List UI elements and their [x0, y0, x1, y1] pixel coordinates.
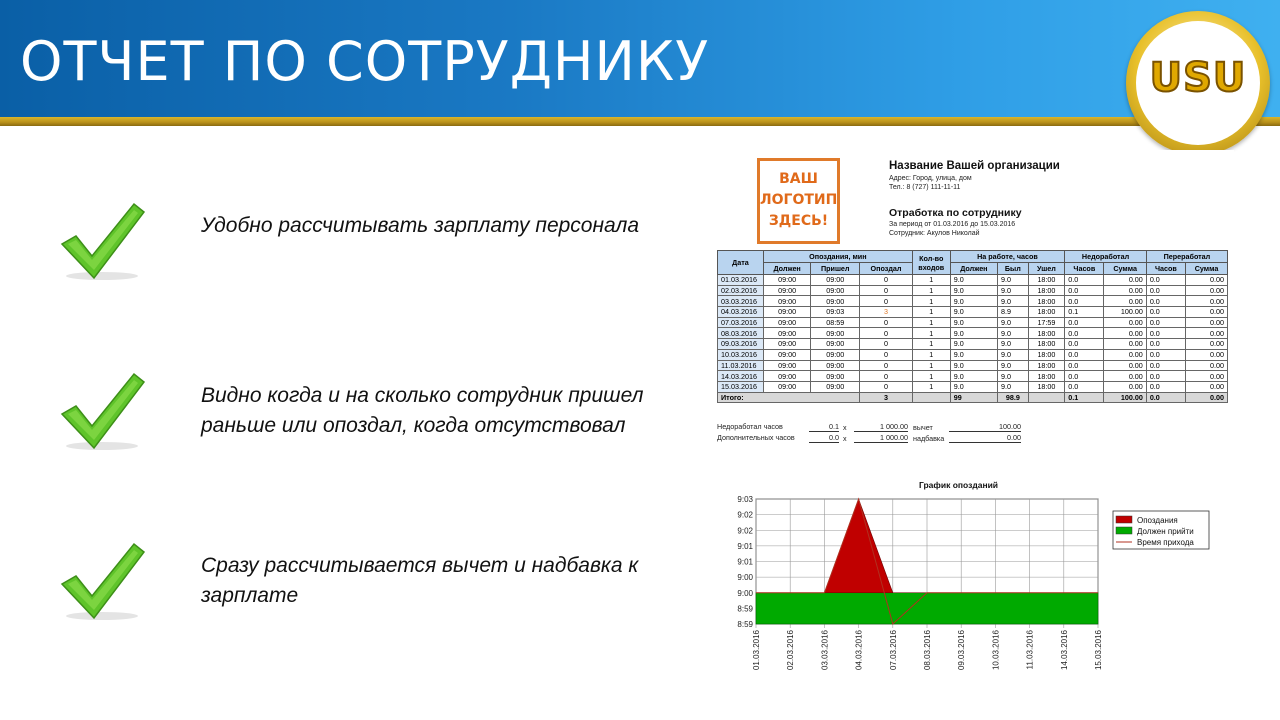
table-cell: 1	[912, 328, 950, 339]
table-row	[718, 339, 1228, 350]
col-entries: Кол-во входов	[912, 251, 950, 275]
table-cell: 09:00	[811, 371, 860, 382]
total-w-was: 98.9	[997, 392, 1028, 403]
header-bar	[0, 0, 1280, 117]
table-cell: 1	[912, 285, 950, 296]
table-cell: 0.00	[1104, 317, 1146, 328]
x-tick-label: 07.03.2016	[888, 630, 898, 671]
table-row	[718, 275, 1228, 286]
legend-label: Время прихода	[1137, 538, 1194, 547]
table-cell: 0	[860, 328, 913, 339]
page-title: ОТЧЕТ ПО СОТРУДНИКУ	[20, 30, 710, 93]
col-over-group: Переработал	[1146, 251, 1227, 263]
table-cell: 1	[912, 275, 950, 286]
col-o-hours: Часов	[1146, 263, 1185, 275]
logo-line: ЛОГОТИП	[760, 192, 838, 208]
table-cell: 0	[860, 360, 913, 371]
y-tick-label: 9:02	[737, 510, 753, 520]
bonus-row	[717, 433, 1037, 445]
y-tick-label: 8:59	[737, 620, 753, 629]
table-row	[718, 328, 1228, 339]
col-should: Должен	[764, 263, 811, 275]
table-cell: 18:00	[1028, 381, 1065, 392]
table-cell: 18:00	[1028, 349, 1065, 360]
table-cell: 0	[860, 317, 913, 328]
table-cell: 09:00	[811, 296, 860, 307]
table-cell: 17:59	[1028, 317, 1065, 328]
table-cell: 0.0	[1065, 371, 1104, 382]
table-total-row	[718, 392, 1228, 403]
table-row	[718, 296, 1228, 307]
table-cell: 1	[912, 371, 950, 382]
table-row	[718, 360, 1228, 371]
table-cell: 09:00	[764, 328, 811, 339]
table-cell: 09:00	[811, 285, 860, 296]
table-cell: 0	[860, 275, 913, 286]
table-cell: 0.00	[1104, 339, 1146, 350]
org-address: Адрес: Город, улица, дом	[889, 175, 972, 182]
table-cell: 0.0	[1146, 275, 1185, 286]
table-cell: 9.0	[950, 360, 997, 371]
x-tick-label: 14.03.2016	[1059, 630, 1069, 671]
x-tick-label: 04.03.2016	[854, 630, 864, 671]
table-cell: 0.00	[1104, 285, 1146, 296]
bullet-text: Удобно рассчитывать зарплату персонала	[201, 214, 640, 237]
extra-op: надбавка	[913, 434, 945, 443]
table-cell: 1	[912, 339, 950, 350]
table-cell: 09:00	[764, 275, 811, 286]
table-cell: 09:00	[811, 360, 860, 371]
col-w-should: Должен	[950, 263, 997, 275]
logo-line: ВАШ	[779, 171, 818, 187]
late-chart	[714, 490, 1234, 695]
table-cell: 09:00	[811, 349, 860, 360]
table-cell: 9.0	[997, 328, 1028, 339]
total-w-should: 99	[950, 392, 997, 403]
table-cell: 9.0	[997, 349, 1028, 360]
table-cell: 9.0	[950, 328, 997, 339]
y-tick-label: 9:00	[737, 588, 753, 598]
table-cell: 09:00	[811, 275, 860, 286]
table-cell: 01.03.2016	[718, 275, 764, 286]
report-employee: Сотрудник: Акулов Николай	[889, 230, 980, 237]
table-cell: 09:00	[811, 381, 860, 392]
table-cell: 0.00	[1186, 317, 1228, 328]
table-cell: 09:03	[811, 307, 860, 318]
col-late-group: Опоздания, мин	[764, 251, 913, 263]
col-u-hours: Часов	[1065, 263, 1104, 275]
under-rate: 1 000.00	[854, 422, 908, 432]
table-cell: 0.00	[1186, 339, 1228, 350]
table-cell: 0.0	[1065, 360, 1104, 371]
table-cell: 0.0	[1065, 317, 1104, 328]
table-cell: 0	[860, 381, 913, 392]
table-cell: 18:00	[1028, 360, 1065, 371]
under-value: 0.1	[809, 422, 839, 432]
table-cell: 18:00	[1028, 285, 1065, 296]
table-cell: 9.0	[950, 349, 997, 360]
table-cell: 9.0	[950, 275, 997, 286]
table-cell: 0.00	[1104, 349, 1146, 360]
chart-title: График опозданий	[919, 480, 999, 490]
table-cell: 10.03.2016	[718, 349, 764, 360]
logo-text: USU	[1149, 55, 1247, 101]
table-cell: 0.00	[1104, 381, 1146, 392]
y-tick-label: 9:01	[737, 541, 753, 551]
col-date: Дата	[718, 251, 764, 275]
extra-value: 0.0	[809, 433, 839, 443]
table-cell: 9.0	[950, 307, 997, 318]
org-phone: Тел.: 8 (727) 111-11-11	[889, 184, 961, 191]
table-cell: 9.0	[950, 339, 997, 350]
table-cell: 1	[912, 317, 950, 328]
logo-line: ЗДЕСЬ!	[768, 213, 829, 229]
table-cell: 0.0	[1146, 296, 1185, 307]
table-cell: 0.0	[1146, 371, 1185, 382]
table-cell: 09:00	[764, 285, 811, 296]
report-period: За период от 01.03.2016 до 15.03.2016	[889, 221, 1016, 228]
x-tick-label: 15.03.2016	[1094, 630, 1103, 671]
total-o-hours: 0.0	[1146, 392, 1185, 403]
table-cell: 09:00	[764, 381, 811, 392]
x-tick-label: 01.03.2016	[752, 630, 761, 671]
under-result: 100.00	[949, 422, 1021, 432]
table-cell: 09:00	[764, 360, 811, 371]
total-empty	[912, 392, 950, 403]
col-came: Пришел	[811, 263, 860, 275]
table-cell: 09:00	[811, 328, 860, 339]
table-cell: 0	[860, 296, 913, 307]
table-row	[718, 381, 1228, 392]
table-cell: 9.0	[950, 381, 997, 392]
x-tick-label: 09.03.2016	[957, 630, 967, 671]
y-tick-label: 8:59	[737, 604, 753, 614]
table-cell: 08:59	[811, 317, 860, 328]
table-cell: 8.9	[997, 307, 1028, 318]
attendance-table	[717, 250, 1228, 403]
table-cell: 0	[860, 339, 913, 350]
table-cell: 0.0	[1065, 349, 1104, 360]
col-work-group: На работе, часов	[950, 251, 1064, 263]
table-cell: 0.0	[1065, 285, 1104, 296]
table-cell: 0.0	[1065, 328, 1104, 339]
table-cell: 9.0	[997, 360, 1028, 371]
table-cell: 15.03.2016	[718, 381, 764, 392]
table-cell: 0.00	[1186, 296, 1228, 307]
table-cell: 0.0	[1065, 339, 1104, 350]
table-cell: 18:00	[1028, 371, 1065, 382]
table-cell: 09:00	[764, 339, 811, 350]
bullet-text: Сразу рассчитывается вычет и надбавка к зарплате	[201, 554, 639, 607]
col-w-left: Ушел	[1028, 263, 1065, 275]
table-cell: 100.00	[1104, 307, 1146, 318]
table-cell: 18:00	[1028, 275, 1065, 286]
table-cell: 18:00	[1028, 307, 1065, 318]
table-cell: 0.0	[1146, 307, 1185, 318]
table-cell: 0.00	[1186, 349, 1228, 360]
table-cell: 07.03.2016	[718, 317, 764, 328]
table-cell: 09:00	[764, 349, 811, 360]
extra-label: Дополнительных часов	[717, 433, 795, 442]
table-cell: 0.00	[1186, 307, 1228, 318]
table-cell: 09.03.2016	[718, 339, 764, 350]
table-cell: 0.00	[1186, 275, 1228, 286]
table-cell: 0.0	[1065, 296, 1104, 307]
total-u-sum: 100.00	[1104, 392, 1146, 403]
multiply-sign: x	[843, 434, 847, 443]
table-row	[718, 307, 1228, 318]
x-tick-label: 11.03.2016	[1025, 630, 1035, 670]
table-cell: 18:00	[1028, 296, 1065, 307]
x-tick-label: 02.03.2016	[786, 630, 796, 671]
placeholder-logo	[757, 158, 840, 244]
x-tick-label: 08.03.2016	[923, 630, 932, 671]
x-tick-label: 03.03.2016	[820, 630, 830, 671]
table-cell: 0.0	[1146, 328, 1185, 339]
org-name: Название Вашей организации	[889, 160, 1060, 172]
table-cell: 09:00	[764, 307, 811, 318]
table-cell: 09:00	[764, 371, 811, 382]
table-cell: 0.0	[1065, 275, 1104, 286]
table-cell: 1	[912, 349, 950, 360]
gold-divider	[0, 117, 1280, 126]
table-cell: 03.03.2016	[718, 296, 764, 307]
table-cell: 0	[860, 285, 913, 296]
y-tick-label: 9:00	[737, 573, 753, 583]
table-cell: 9.0	[950, 317, 997, 328]
legend-label: Опоздания	[1137, 516, 1178, 525]
table-cell: 0.0	[1146, 381, 1185, 392]
table-cell: 04.03.2016	[718, 307, 764, 318]
checkmark-icon	[58, 370, 150, 452]
total-empty	[1028, 392, 1065, 403]
table-cell: 02.03.2016	[718, 285, 764, 296]
table-cell: 0.00	[1104, 371, 1146, 382]
table-cell: 0.00	[1104, 296, 1146, 307]
table-cell: 9.0	[950, 296, 997, 307]
col-o-sum: Сумма	[1186, 263, 1228, 275]
table-cell: 0.00	[1104, 328, 1146, 339]
should-arrive-area	[756, 593, 1098, 624]
checkmark-icon	[58, 540, 150, 622]
table-cell: 9.0	[997, 296, 1028, 307]
table-cell: 9.0	[950, 371, 997, 382]
report-preview	[714, 150, 1234, 695]
total-o-sum: 0.00	[1186, 392, 1228, 403]
table-cell: 9.0	[997, 381, 1028, 392]
table-cell: 9.0	[997, 317, 1028, 328]
table-cell: 3	[860, 307, 913, 318]
table-cell: 1	[912, 296, 950, 307]
table-cell: 0	[860, 349, 913, 360]
table-cell: 0.0	[1146, 339, 1185, 350]
table-cell: 0.0	[1065, 381, 1104, 392]
bullet-text: Видно когда и на сколько сотрудник пришел раньше или опоздал, когда отсутствовал	[201, 384, 644, 437]
col-u-sum: Сумма	[1104, 263, 1146, 275]
table-cell: 18:00	[1028, 339, 1065, 350]
table-row	[718, 349, 1228, 360]
table-cell: 0.0	[1146, 360, 1185, 371]
table-row	[718, 371, 1228, 382]
table-cell: 9.0	[997, 371, 1028, 382]
table-cell: 18:00	[1028, 328, 1065, 339]
y-tick-label: 9:01	[737, 557, 753, 567]
table-cell: 0.0	[1146, 317, 1185, 328]
table-row	[718, 285, 1228, 296]
table-cell: 1	[912, 307, 950, 318]
table-cell: 0.1	[1065, 307, 1104, 318]
total-late: 3	[860, 392, 913, 403]
table-cell: 11.03.2016	[718, 360, 764, 371]
total-u-hours: 0.1	[1065, 392, 1104, 403]
checkmark-icon	[58, 200, 150, 282]
table-cell: 09:00	[811, 339, 860, 350]
table-cell: 0	[860, 371, 913, 382]
under-op: вычет	[913, 423, 933, 432]
table-cell: 9.0	[997, 339, 1028, 350]
under-label: Недоработал часов	[717, 422, 783, 431]
report-title: Отработка по сотруднику	[889, 207, 1022, 219]
table-cell: 0.00	[1186, 328, 1228, 339]
usu-logo	[1126, 11, 1270, 155]
x-tick-label: 10.03.2016	[991, 630, 1001, 671]
col-under-group: Недоработал	[1065, 251, 1147, 263]
table-cell: 0.00	[1104, 360, 1146, 371]
table-cell: 0.00	[1186, 285, 1228, 296]
table-cell: 9.0	[997, 285, 1028, 296]
table-cell: 1	[912, 360, 950, 371]
table-cell: 0.00	[1104, 275, 1146, 286]
legend-swatch	[1116, 527, 1132, 534]
table-row	[718, 317, 1228, 328]
table-cell: 0.00	[1186, 360, 1228, 371]
table-cell: 08.03.2016	[718, 328, 764, 339]
y-tick-label: 9:03	[737, 495, 753, 504]
legend-label: Должен прийти	[1137, 527, 1194, 536]
table-cell: 14.03.2016	[718, 371, 764, 382]
table-cell: 09:00	[764, 296, 811, 307]
extra-rate: 1 000.00	[854, 433, 908, 443]
table-cell: 0.0	[1146, 285, 1185, 296]
table-cell: 1	[912, 381, 950, 392]
multiply-sign: x	[843, 423, 847, 432]
table-cell: 0.0	[1146, 349, 1185, 360]
col-late: Опоздал	[860, 263, 913, 275]
table-cell: 9.0	[997, 275, 1028, 286]
table-cell: 0.00	[1186, 381, 1228, 392]
col-w-was: Был	[997, 263, 1028, 275]
y-tick-label: 9:02	[737, 526, 753, 536]
extra-result: 0.00	[949, 433, 1021, 443]
total-label: Итого:	[718, 392, 860, 403]
legend-swatch	[1116, 516, 1132, 523]
table-cell: 09:00	[764, 317, 811, 328]
table-cell: 0.00	[1186, 371, 1228, 382]
table-cell: 9.0	[950, 285, 997, 296]
